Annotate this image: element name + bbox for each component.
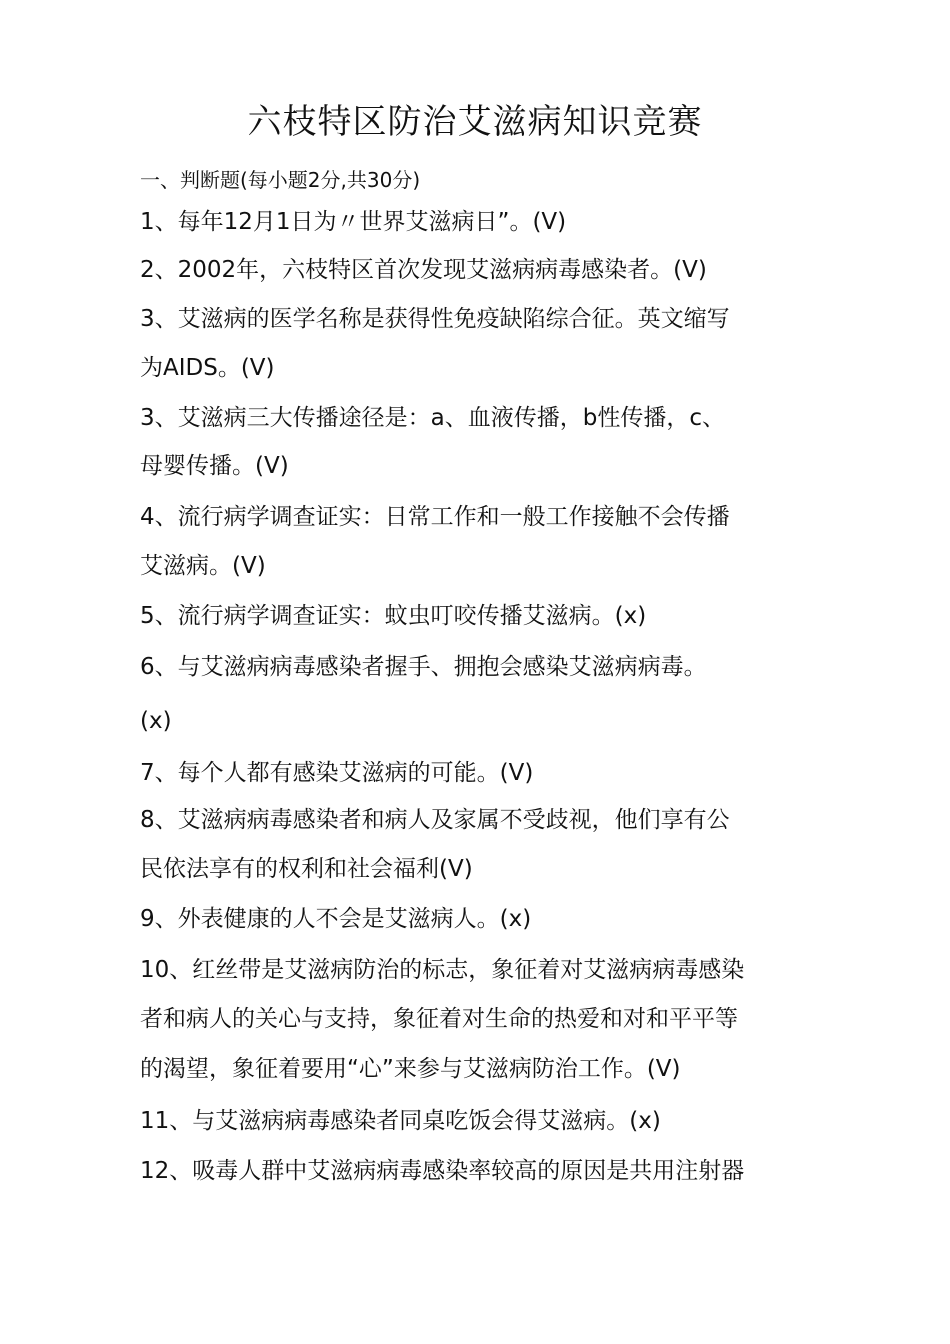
text-line: 为AIDS。(V) [140,355,275,381]
text-line: 6、与艾滋病病毒感染者握手、拥抱会感染艾滋病病毒。 [140,654,707,680]
text-line: 母婴传播。(V) [140,453,289,479]
text-line: 9、外表健康的人不会是艾滋病人。(x) [140,906,532,932]
text-line: 3、艾滋病的医学名称是获得性免疫缺陷综合征。英文缩写 [140,306,730,332]
text-line: 民依法享有的权利和社会福利(V) [140,856,473,882]
text-line: 2、2002年，六枝特区首次发现艾滋病病毒感染者。(V) [140,257,707,283]
text-line: 7、每个人都有感染艾滋病的可能。(V) [140,760,534,786]
text-line: 者和病人的关心与支持，象征着对生命的热爱和对和平平等 [140,1006,738,1032]
text-line: (x) [140,708,172,734]
section-heading: 一、判断题(每小题2分,共30分) [140,168,421,192]
text-line: 12、吸毒人群中艾滋病病毒感染率较高的原因是共用注射器 [140,1158,745,1184]
text-line: 1、每年12月1日为〃世界艾滋病日”。(V) [140,209,567,235]
text-line: 5、流行病学调查证实：蚊虫叮咬传播艾滋病。(x) [140,603,647,629]
text-line: 的渴望，象征着要用“心”来参与艾滋病防治工作。(V) [140,1056,681,1082]
text-line: 4、流行病学调查证实：日常工作和一般工作接触不会传播 [140,504,730,530]
text-line: 10、红丝带是艾滋病防治的标志，象征着对艾滋病病毒感染 [140,957,745,983]
text-line: 11、与艾滋病病毒感染者同桌吃饭会得艾滋病。(x) [140,1108,661,1134]
text-line: 3、艾滋病三大传播途径是：a、血液传播，b性传播，c、 [140,405,725,431]
document-title: 六枝特区防治艾滋病知识竞赛 [247,102,703,142]
text-line: 8、艾滋病病毒感染者和病人及家属不受歧视，他们享有公 [140,807,730,833]
text-line: 艾滋病。(V) [140,553,266,579]
